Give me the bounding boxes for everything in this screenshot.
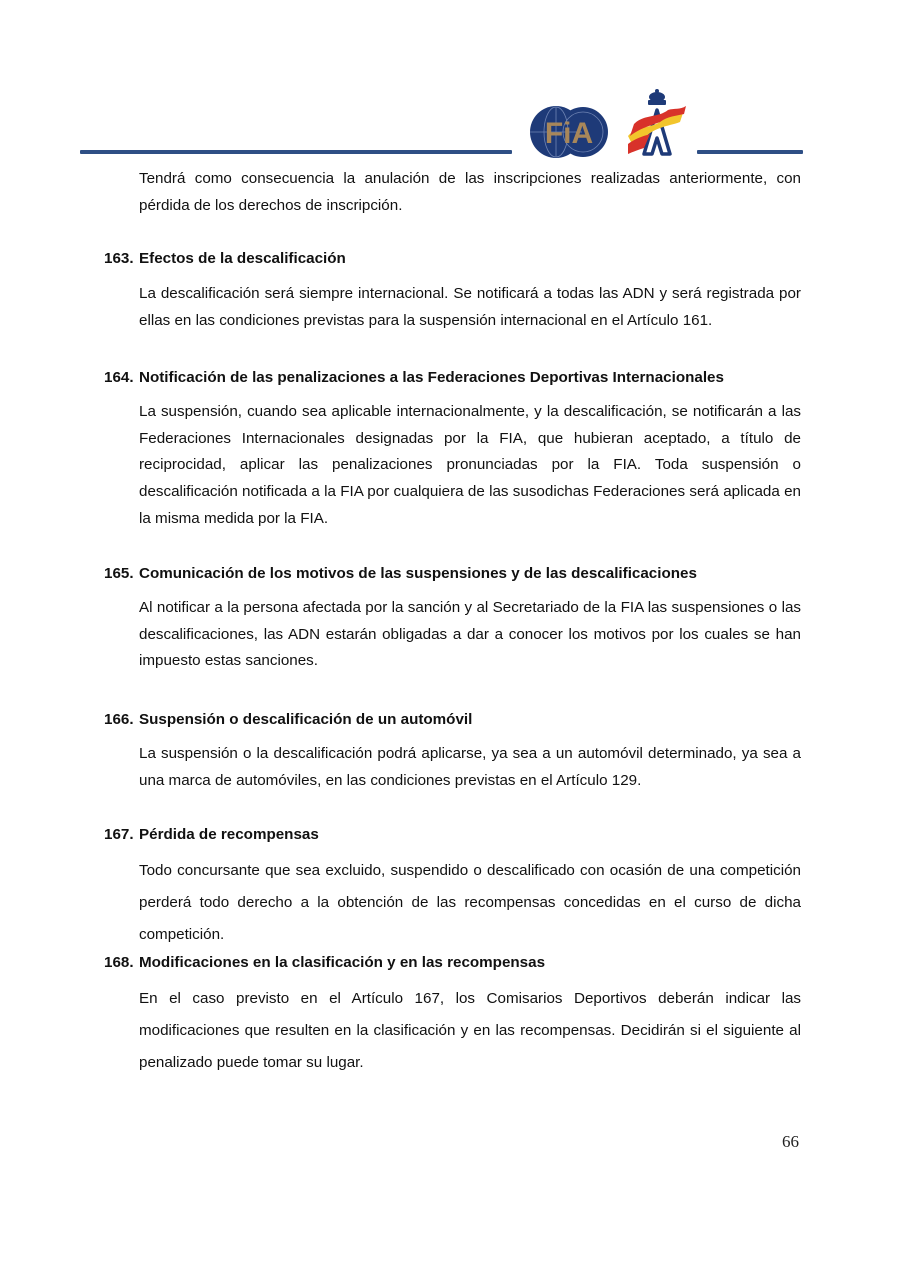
section-heading-168 [104, 954, 545, 971]
section-text-166: La suspensión o la descalificación podrá aplicarse, ya sea a un automóvil determinado, ya sea a una marca de automóviles, en las condiciones previstas en el Artículo 129. [139, 745, 801, 789]
fia-logo-icon [528, 104, 610, 160]
section-heading-163 [104, 250, 346, 267]
section-text-163: La descalificación será siempre internacional. Se notificará a todas las ADN y será registrada por ellas en las condiciones previstas para la suspensión internacional en el Artículo 161. [139, 285, 801, 329]
header-rule-right [697, 150, 803, 154]
section-number: 168. [104, 954, 134, 971]
section-title: Efectos de la descalificación [139, 250, 346, 267]
section-title: Suspensión o descalificación de un automóvil [139, 711, 473, 728]
intro-paragraph [139, 165, 801, 219]
section-title: Modificaciones en la clasificación y en las recompensas [139, 954, 546, 971]
section-heading-164 [104, 369, 724, 386]
svg-text:FiA: FiA [544, 117, 594, 150]
section-number: 164. [104, 369, 134, 386]
section-number: 163. [104, 250, 134, 267]
section-text-164: La suspensión, cuando sea aplicable internacionalmente, y la descalificación, se notificarán a las Federaciones Internacionales designadas por la FIA, que hubieran aceptado, a título de reciprocidad, aplicar las penalizaciones pronunciadas por la FIA. Toda suspensión o descalificación notificada a la FIA por cualquiera de las susodichas Federaciones será aplicada en la misma medida por la FIA. [139, 403, 801, 527]
section-text-168: En el caso previsto en el Artículo 167, los Comisarios Deportivos deberán indicar las modificaciones que resulten en la clasificación y en las recompensas. Decidirán si el siguiente al penalizado puede tomar su lugar. [139, 990, 801, 1071]
section-title: Notificación de las penalizaciones a las Federaciones Deportivas Internacionales [139, 369, 724, 386]
section-number: 165. [104, 565, 134, 582]
section-heading-167 [104, 826, 319, 843]
section-number: 166. [104, 711, 134, 728]
rfea-logo-icon [624, 88, 690, 156]
header-rule-left [80, 150, 512, 154]
section-number: 167. [104, 826, 134, 843]
intro-line: pérdida de los derechos de inscripción. [139, 197, 403, 214]
intro-line: Tendrá como consecuencia la anulación de las inscripciones realizadas anteriormente, con [139, 170, 801, 187]
section-text-167: Todo concursante que sea excluido, suspendido o descalificado con ocasión de una competición perderá todo derecho a la obtención de las recompensas concedidas en el curso de dicha competición. [139, 862, 801, 943]
section-heading-166 [104, 711, 472, 728]
section-heading-165 [104, 565, 697, 582]
page-number: 66 [782, 1132, 799, 1151]
section-title: Comunicación de los motivos de las suspensiones y de las descalificaciones [139, 565, 697, 582]
section-text-165: Al notificar a la persona afectada por la sanción y al Secretariado de la FIA las suspensiones o las descalificaciones, las ADN estarán obligadas a dar a conocer los motivos por los cuales se han impuesto estas sanciones. [139, 599, 801, 670]
section-title: Pérdida de recompensas [139, 826, 319, 843]
